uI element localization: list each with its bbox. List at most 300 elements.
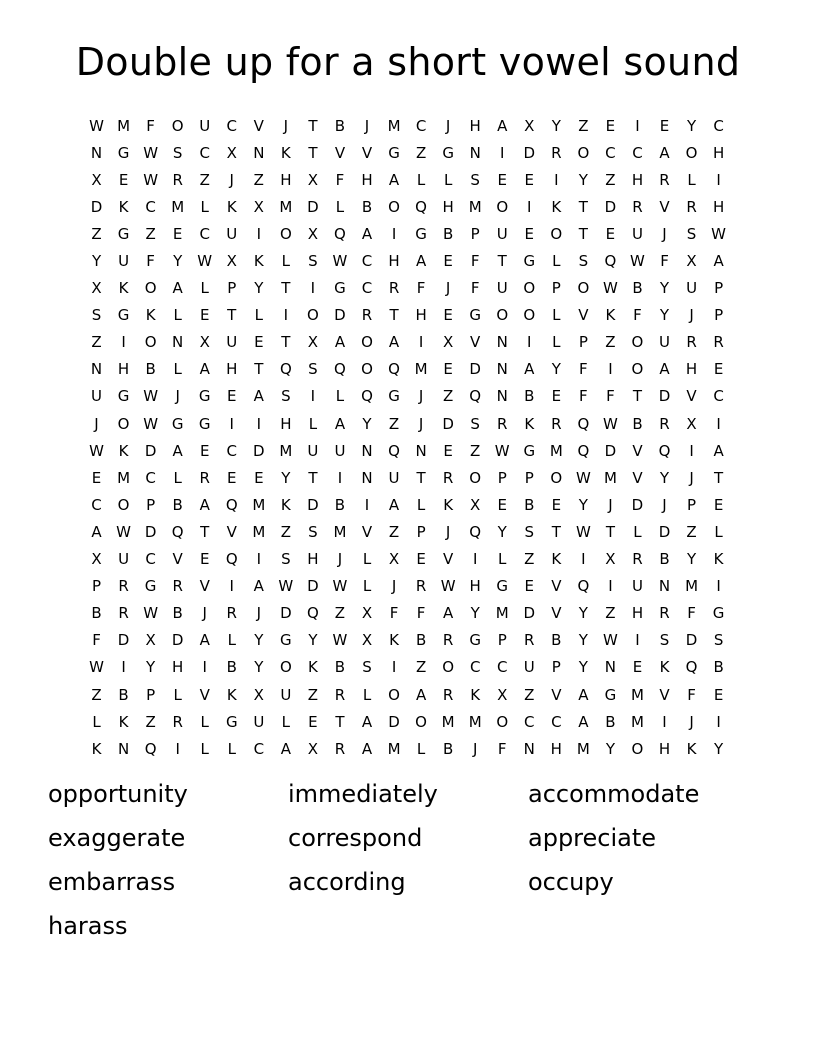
grid-letter: B (334, 495, 346, 514)
grid-letter: Y (578, 604, 588, 623)
grid-letter: C (361, 279, 373, 298)
grid-letter: T (227, 306, 237, 325)
grid-letter: K (253, 252, 264, 271)
grid-letter: Y (497, 522, 507, 541)
grid-letter: D (307, 577, 319, 596)
grid-letter: Q (334, 360, 346, 379)
grid-letter: Z (91, 224, 102, 243)
grid-letter: W (89, 116, 104, 135)
grid-letter: Q (388, 441, 400, 460)
grid-letter: F (416, 604, 426, 623)
grid-letter: W (89, 441, 104, 460)
grid-letter: R (524, 631, 535, 650)
grid-letter: B (524, 387, 535, 406)
grid-letter: C (145, 468, 156, 487)
grid-letter: A (253, 387, 264, 406)
grid-letter: I (608, 360, 613, 379)
grid-letter: K (470, 685, 481, 704)
grid-letter: V (361, 522, 373, 541)
grid-letter: S (524, 522, 535, 541)
grid-letter: M (279, 197, 293, 216)
grid-letter: K (145, 306, 156, 325)
grid-letter: F (470, 279, 480, 298)
grid-letter: C (551, 712, 562, 731)
grid-letter: A (578, 685, 589, 704)
grid-letter: M (685, 577, 699, 596)
grid-letter: Z (91, 685, 102, 704)
grid-letter: D (307, 495, 319, 514)
grid-letter: H (712, 197, 725, 216)
grid-letter: Y (173, 252, 183, 271)
grid-letter: H (631, 604, 644, 623)
grid-letter: E (713, 685, 724, 704)
grid-letter: M (387, 116, 401, 135)
grid-letter: Z (253, 170, 264, 189)
grid-letter: F (92, 631, 101, 650)
grid-letter: G (117, 224, 130, 243)
grid-letter: I (121, 333, 126, 352)
grid-letter: W (143, 170, 159, 189)
grid-letter: D (523, 143, 536, 162)
grid-letter: L (200, 739, 209, 758)
grid-letter: V (199, 685, 210, 704)
grid-letter: F (579, 360, 588, 379)
grid-letter: X (307, 333, 319, 352)
grid-letter: R (442, 685, 454, 704)
grid-letter: Q (577, 441, 590, 460)
grid-letter: G (117, 387, 130, 406)
grid-letter: D (144, 441, 157, 460)
grid-letter: R (659, 170, 670, 189)
grid-letter: D (469, 360, 481, 379)
grid-letter: A (713, 252, 724, 271)
grid-letter: O (577, 143, 590, 162)
grid-letter: O (442, 658, 455, 677)
grid-letter: X (91, 170, 102, 189)
grid-letter: A (361, 224, 373, 243)
grid-letter: B (551, 631, 562, 650)
grid-letter: Q (685, 658, 698, 677)
grid-letter: B (415, 631, 427, 650)
grid-letter: N (523, 739, 535, 758)
grid-letter: S (578, 252, 589, 271)
grid-letter: O (279, 658, 292, 677)
grid-letter: Y (686, 550, 697, 569)
grid-letter: G (523, 441, 536, 460)
grid-letter: Z (280, 522, 291, 541)
grid-letter: I (716, 414, 721, 433)
grid-letter: F (146, 116, 155, 135)
grid-letter: W (602, 631, 618, 650)
grid-letter: S (281, 550, 291, 569)
grid-letter: H (280, 414, 292, 433)
grid-letter: L (552, 333, 561, 352)
grid-letter: X (497, 685, 508, 704)
grid-letter: A (199, 631, 210, 650)
grid-row (83, 627, 733, 654)
grid-letter: O (361, 333, 373, 352)
grid-letter: N (604, 658, 617, 677)
grid-letter: J (445, 522, 451, 541)
grid-letter: Y (254, 631, 264, 650)
grid-letter: L (416, 495, 426, 514)
grid-letter: Y (605, 739, 615, 758)
grid-letter: G (469, 306, 481, 325)
grid-letter: K (226, 685, 237, 704)
grid-letter: Z (605, 170, 616, 189)
grid-letter: W (575, 522, 591, 541)
grid-letter: Q (604, 252, 617, 271)
grid-letter: F (606, 387, 615, 406)
grid-letter: A (199, 360, 210, 379)
grid-letter: S (91, 306, 102, 325)
grid-letter: B (334, 658, 346, 677)
grid-letter: T (605, 522, 615, 541)
grid-letter: R (659, 414, 670, 433)
grid-letter: Y (254, 279, 264, 298)
grid-letter: E (227, 387, 237, 406)
grid-letter: N (496, 387, 508, 406)
grid-letter: L (227, 631, 236, 650)
grid-letter: K (280, 143, 291, 162)
grid-letter: I (175, 739, 180, 758)
grid-letter: V (551, 577, 562, 596)
grid-letter: F (416, 279, 426, 298)
word-list-item: embarrass (48, 868, 176, 896)
grid-letter: X (686, 252, 697, 271)
grid-letter: Y (578, 170, 588, 189)
grid-letter: R (713, 333, 724, 352)
grid-letter: A (388, 333, 400, 352)
grid-letter: M (441, 712, 455, 731)
grid-letter: U (334, 441, 346, 460)
grid-letter: H (280, 170, 292, 189)
word-list-item: harass (48, 912, 128, 940)
grid-letter: W (602, 279, 618, 298)
grid-letter: B (91, 604, 102, 623)
grid-letter: T (551, 522, 561, 541)
grid-letter: O (496, 197, 509, 216)
grid-letter: L (362, 685, 372, 704)
grid-letter: J (337, 550, 343, 569)
grid-letter: L (335, 197, 345, 216)
grid-letter: Y (659, 279, 670, 298)
grid-letter: Z (415, 658, 427, 677)
grid-letter: M (252, 522, 266, 541)
grid-letter: P (146, 685, 156, 704)
grid-letter: D (117, 631, 130, 650)
grid-letter: K (551, 550, 562, 569)
grid-letter: S (308, 252, 318, 271)
grid-letter: P (227, 279, 237, 298)
grid-letter: I (662, 712, 667, 731)
grid-letter: O (550, 224, 563, 243)
grid-letter: D (604, 197, 617, 216)
grid-letter: W (332, 577, 348, 596)
grid-letter: M (171, 197, 185, 216)
grid-letter: G (523, 252, 536, 271)
grid-letter: R (172, 577, 183, 596)
grid-letter: C (199, 143, 210, 162)
grid-letter: O (685, 143, 698, 162)
grid-row (83, 681, 733, 708)
grid-letter: D (388, 712, 400, 731)
grid-letter: R (334, 685, 346, 704)
grid-letter: W (711, 224, 727, 243)
grid-letter: E (443, 441, 453, 460)
grid-letter: O (523, 279, 536, 298)
grid-letter: R (632, 550, 643, 569)
grid-letter: F (579, 387, 588, 406)
grid-letter: O (361, 360, 373, 379)
grid-letter: U (199, 116, 211, 135)
grid-letter: I (202, 658, 207, 677)
grid-letter: D (631, 495, 644, 514)
grid-letter: M (333, 522, 347, 541)
grid-letter: A (91, 522, 102, 541)
grid-letter: V (659, 685, 670, 704)
grid-letter: Z (605, 604, 616, 623)
grid-letter: A (578, 712, 589, 731)
grid-letter: F (470, 252, 480, 271)
grid-letter: S (308, 360, 318, 379)
grid-letter: R (172, 712, 183, 731)
grid-letter: I (283, 306, 289, 325)
grid-letter: E (227, 468, 237, 487)
grid-letter: K (713, 550, 724, 569)
grid-letter: Q (577, 414, 590, 433)
grid-letter: C (605, 143, 616, 162)
grid-letter: W (494, 441, 510, 460)
grid-row (83, 329, 733, 356)
grid-letter: L (254, 306, 263, 325)
grid-letter: X (307, 224, 319, 243)
grid-letter: B (659, 550, 670, 569)
grid-letter: G (117, 143, 130, 162)
grid-letter: V (334, 143, 346, 162)
grid-letter: R (388, 279, 400, 298)
grid-letter: G (334, 279, 346, 298)
grid-letter: Y (308, 631, 318, 650)
grid-letter: B (361, 197, 373, 216)
grid-letter: A (443, 604, 454, 623)
grid-letter: A (280, 739, 291, 758)
grid-letter: P (470, 224, 480, 243)
grid-letter: S (172, 143, 183, 162)
grid-letter: W (116, 522, 131, 541)
grid-letter: C (415, 116, 427, 135)
grid-letter: E (524, 170, 535, 189)
grid-letter: P (714, 279, 724, 298)
grid-letter: S (713, 631, 724, 650)
grid-row (83, 464, 733, 491)
grid-letter: H (415, 306, 427, 325)
grid-row (83, 383, 733, 410)
grid-letter: U (631, 224, 643, 243)
grid-letter: T (714, 468, 724, 487)
grid-letter: U (226, 224, 238, 243)
grid-letter: B (118, 685, 129, 704)
grid-letter: E (443, 252, 453, 271)
grid-letter: K (389, 631, 399, 650)
grid-letter: I (256, 224, 262, 243)
grid-letter: N (90, 360, 103, 379)
grid-letter: U (226, 333, 238, 352)
grid-letter: H (226, 360, 238, 379)
grid-letter: V (632, 468, 643, 487)
grid-letter: X (226, 252, 237, 271)
grid-letter: N (496, 360, 508, 379)
grid-letter: I (364, 495, 370, 514)
grid-letter: T (578, 224, 588, 243)
grid-letter: Q (658, 441, 671, 460)
grid-letter: J (418, 414, 424, 433)
grid-letter: E (416, 550, 426, 569)
grid-letter: O (631, 333, 644, 352)
grid-letter: F (687, 685, 696, 704)
grid-letter: U (659, 333, 670, 352)
grid-letter: R (415, 577, 427, 596)
grid-letter: N (658, 577, 671, 596)
grid-letter: X (307, 170, 319, 189)
grid-letter: G (388, 387, 400, 406)
grid-letter: D (658, 387, 671, 406)
grid-row (83, 275, 733, 302)
grid-letter: V (551, 685, 562, 704)
grid-letter: T (200, 522, 210, 541)
grid-letter: R (199, 468, 210, 487)
grid-letter: X (524, 116, 535, 135)
grid-letter: H (550, 739, 562, 758)
grid-letter: K (443, 495, 454, 514)
grid-letter: A (659, 360, 670, 379)
grid-letter: K (605, 306, 616, 325)
grid-row (83, 302, 733, 329)
grid-letter: L (714, 522, 723, 541)
grid-letter: L (416, 170, 426, 189)
grid-letter: A (361, 712, 373, 731)
grid-letter: I (391, 224, 397, 243)
grid-letter: R (632, 197, 643, 216)
grid-letter: T (389, 306, 399, 325)
grid-letter: Z (145, 224, 156, 243)
grid-letter: O (631, 739, 644, 758)
grid-letter: A (659, 143, 670, 162)
grid-letter: S (686, 224, 697, 243)
grid-letter: D (604, 441, 617, 460)
grid-letter: Y (578, 495, 588, 514)
grid-letter: H (712, 143, 725, 162)
grid-letter: D (658, 522, 671, 541)
word-list-item: occupy (528, 868, 614, 896)
grid-letter: Y (714, 739, 724, 758)
grid-letter: I (608, 577, 613, 596)
grid-letter: N (469, 143, 481, 162)
grid-row (83, 410, 733, 437)
grid-letter: E (254, 468, 264, 487)
grid-letter: P (497, 631, 507, 650)
grid-letter: L (200, 197, 209, 216)
grid-letter: E (605, 224, 616, 243)
grid-letter: O (306, 306, 319, 325)
grid-letter: V (226, 522, 237, 541)
grid-letter: J (662, 224, 667, 243)
grid-letter: F (389, 604, 399, 623)
grid-letter: U (686, 279, 698, 298)
grid-letter: O (415, 712, 427, 731)
grid-letter: M (630, 685, 644, 704)
grid-letter: J (364, 116, 370, 135)
grid-letter: J (391, 577, 397, 596)
grid-letter: J (472, 739, 478, 758)
grid-letter: O (388, 197, 400, 216)
grid-letter: P (578, 333, 588, 352)
grid-letter: G (198, 414, 211, 433)
grid-letter: O (550, 468, 563, 487)
grid-letter: G (496, 577, 509, 596)
grid-letter: Y (470, 604, 480, 623)
grid-letter: Q (577, 577, 590, 596)
grid-letter: U (280, 685, 292, 704)
grid-letter: W (630, 252, 645, 271)
word-list-item: immediately (288, 780, 438, 808)
grid-letter: J (689, 306, 694, 325)
word-list-item: opportunity (48, 780, 188, 808)
grid-letter: M (630, 712, 644, 731)
grid-letter: Y (659, 306, 670, 325)
grid-letter: V (632, 441, 643, 460)
grid-letter: V (443, 550, 454, 569)
grid-letter: J (283, 116, 289, 135)
grid-letter: M (576, 739, 590, 758)
grid-letter: J (175, 387, 180, 406)
grid-letter: D (144, 522, 157, 541)
grid-letter: Z (91, 333, 102, 352)
grid-letter: K (118, 197, 129, 216)
grid-letter: H (442, 197, 454, 216)
grid-letter: Z (199, 170, 210, 189)
grid-letter: L (362, 550, 372, 569)
grid-letter: A (524, 360, 535, 379)
grid-letter: X (253, 197, 264, 216)
grid-letter: T (254, 360, 264, 379)
grid-letter: L (173, 306, 182, 325)
grid-letter: Q (415, 197, 427, 216)
grid-row (83, 112, 733, 139)
grid-letter: K (686, 739, 697, 758)
grid-letter: K (118, 279, 129, 298)
grid-letter: T (632, 387, 643, 406)
grid-letter: O (631, 360, 644, 379)
grid-letter: V (659, 197, 670, 216)
grid-letter: G (469, 631, 481, 650)
grid-letter: P (551, 279, 561, 298)
grid-letter: U (253, 712, 265, 731)
word-list-item: accommodate (528, 780, 700, 808)
grid-letter: Z (686, 522, 697, 541)
grid-letter: A (415, 252, 427, 271)
grid-letter: D (171, 631, 184, 650)
grid-letter: X (361, 631, 373, 650)
grid-row (83, 356, 733, 383)
grid-letter: X (605, 550, 616, 569)
grid-letter: Q (469, 387, 482, 406)
grid-letter: W (143, 143, 159, 162)
grid-letter: P (416, 522, 426, 541)
grid-letter: C (91, 495, 102, 514)
grid-letter: B (713, 658, 724, 677)
grid-letter: X (686, 414, 697, 433)
